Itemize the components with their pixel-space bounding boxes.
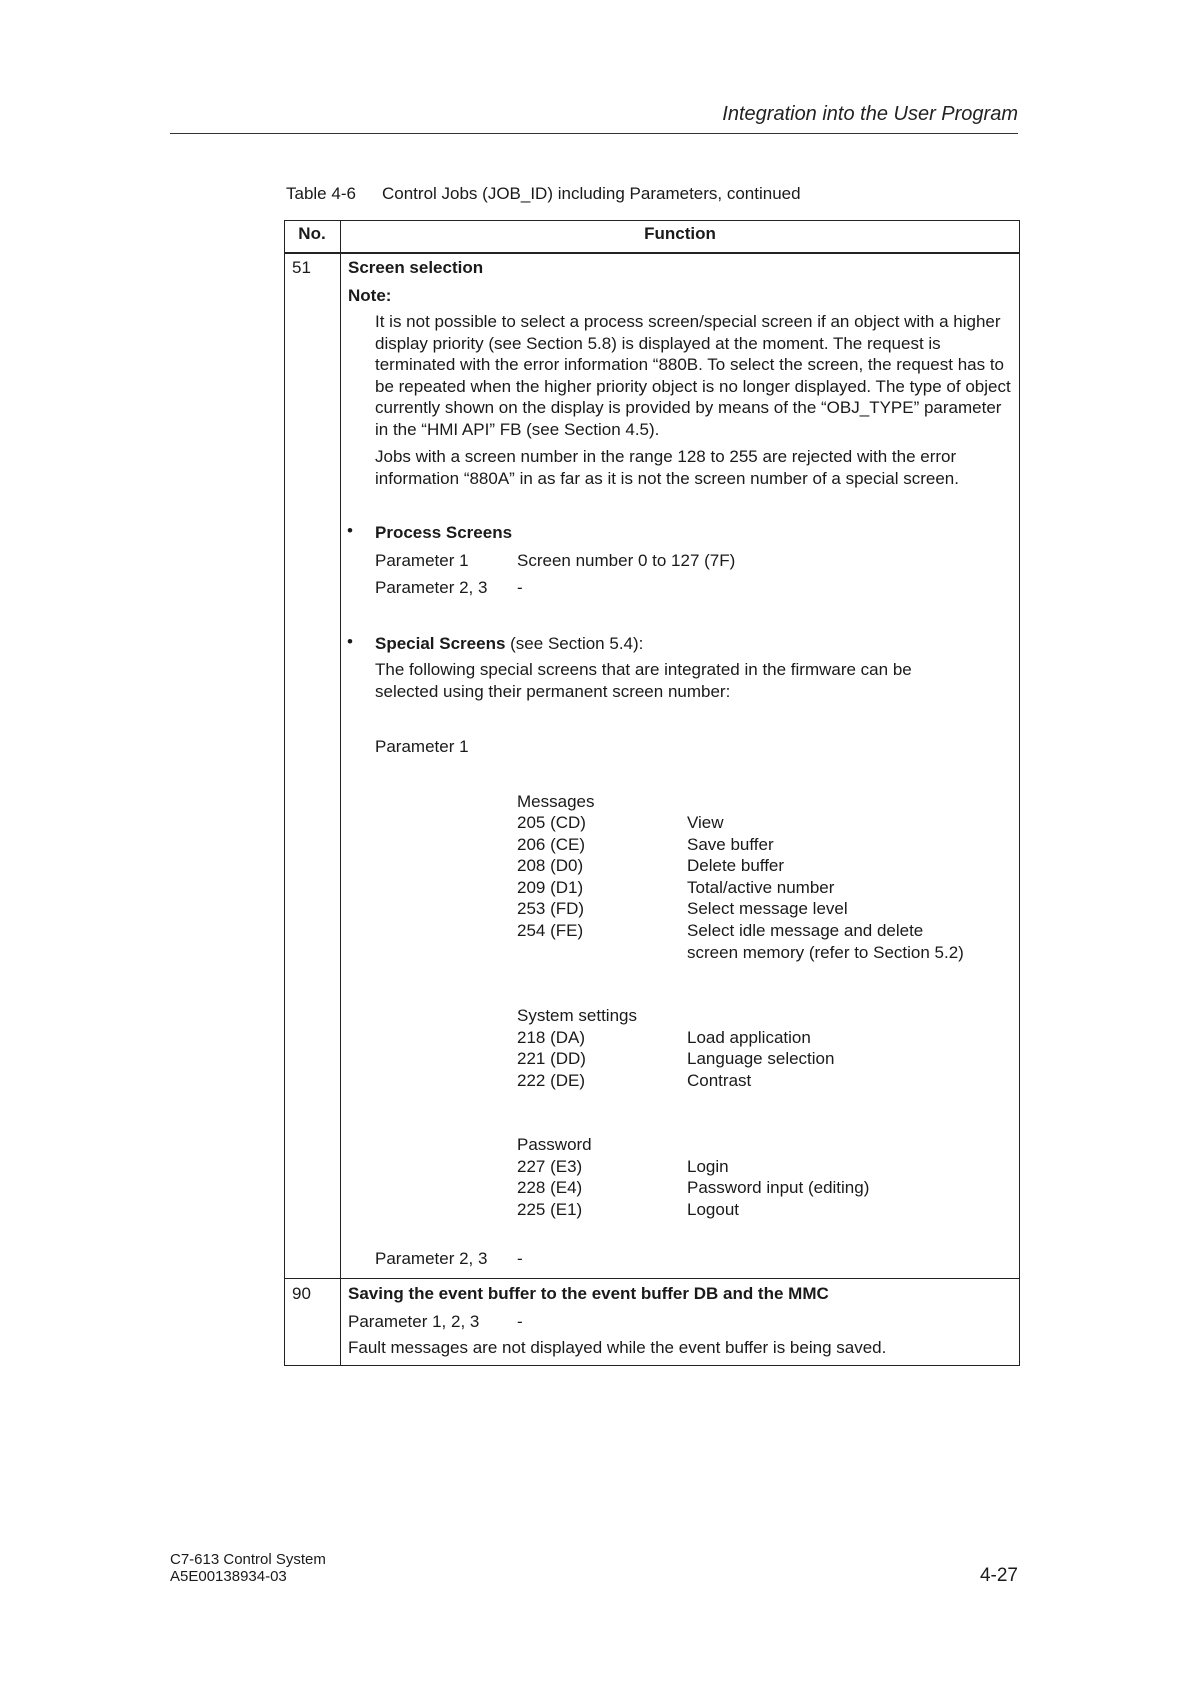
row90-param-value: - bbox=[517, 1312, 523, 1331]
note-paragraph-1: It is not possible to select a process screen/special screen if an object with a higher display priority (see Section 5.8) is displayed at the moment. The request is terminated with the error information “880B. To select the screen, the request has to be repeated when the higher priority object is no longer displayed. The type of object currently shown on the display is provided by means of the “OBJ_TYPE” parameter in the “HMI API” FB (see Section 4.5). bbox=[375, 312, 1011, 439]
screen-code: 218 (DA) bbox=[517, 1028, 586, 1047]
process-param1-value: Screen number 0 to 127 (7F) bbox=[517, 551, 736, 570]
bullet-special-screens: • bbox=[347, 632, 353, 651]
screen-desc: View bbox=[687, 813, 724, 832]
row90-note: Fault messages are not displayed while the event buffer is being saved. bbox=[348, 1338, 887, 1357]
screen-desc: Language selection bbox=[687, 1049, 835, 1068]
screen-desc: Select idle message and delete bbox=[687, 921, 924, 940]
row-number-90: 90 bbox=[292, 1284, 311, 1303]
bullet-process-screens: • bbox=[347, 521, 353, 540]
note-paragraph-2: Jobs with a screen number in the range 128 to 255 are rejected with the error information “880A” in as far as it is not the screen number of a special screen. bbox=[375, 447, 959, 488]
process-param23-value: - bbox=[517, 578, 523, 597]
running-header: Integration into the User Program bbox=[722, 103, 1018, 125]
screen-desc: Password input (editing) bbox=[687, 1178, 870, 1197]
row-title-screen-selection: Screen selection bbox=[348, 258, 484, 277]
group-heading-messages: Messages bbox=[517, 792, 595, 811]
screen-desc: Contrast bbox=[687, 1071, 752, 1090]
screen-code: 222 (DE) bbox=[517, 1071, 586, 1090]
screen-code: 205 (CD) bbox=[517, 813, 586, 832]
special-param23-value: - bbox=[517, 1249, 523, 1268]
screen-code: 208 (D0) bbox=[517, 856, 584, 875]
screen-desc: Logout bbox=[687, 1200, 739, 1219]
row-divider bbox=[284, 1278, 1020, 1279]
group-heading-system-settings: System settings bbox=[517, 1006, 637, 1025]
screen-code: 221 (DD) bbox=[517, 1049, 586, 1068]
row-title-saving-event-buffer: Saving the event buffer to the event buffer DB and the MMC bbox=[348, 1284, 829, 1303]
screen-code: 228 (E4) bbox=[517, 1178, 583, 1197]
screen-desc: Total/active number bbox=[687, 878, 835, 897]
column-header-function: Function bbox=[644, 224, 716, 243]
note-label: Note: bbox=[348, 286, 392, 305]
screen-code: 254 (FE) bbox=[517, 921, 584, 940]
screen-desc: Login bbox=[687, 1157, 729, 1176]
screen-code: 209 (D1) bbox=[517, 878, 584, 897]
footer-product: C7-613 Control System bbox=[170, 1551, 326, 1568]
special-screens-heading bbox=[375, 633, 643, 655]
screen-desc: Select message level bbox=[687, 899, 848, 918]
special-screens-intro: The following special screens that are integrated in the firmware can be selected using their permanent screen number: bbox=[375, 660, 912, 701]
special-param1-label: Parameter 1 bbox=[375, 737, 469, 756]
process-param1-label: Parameter 1 bbox=[375, 551, 469, 570]
screen-code: 253 (FD) bbox=[517, 899, 585, 918]
group-heading-password: Password bbox=[517, 1135, 592, 1154]
row90-param-label: Parameter 1, 2, 3 bbox=[348, 1312, 480, 1331]
screen-desc: Delete buffer bbox=[687, 856, 785, 875]
column-header-no: No. bbox=[298, 224, 326, 243]
screen-desc-continuation: screen memory (refer to Section 5.2) bbox=[687, 943, 964, 962]
row-number-51: 51 bbox=[292, 258, 311, 277]
special-param23-label: Parameter 2, 3 bbox=[375, 1249, 488, 1268]
header-underline bbox=[284, 252, 1020, 254]
column-divider bbox=[340, 220, 341, 1366]
special-screens-title: Special Screens bbox=[375, 634, 506, 653]
process-screens-title: Process Screens bbox=[375, 523, 513, 542]
process-param23-label: Parameter 2, 3 bbox=[375, 578, 488, 597]
screen-desc: Save buffer bbox=[687, 835, 774, 854]
special-screens-ref: (see Section 5.4): bbox=[505, 634, 644, 653]
screen-code: 225 (E1) bbox=[517, 1200, 583, 1219]
page-number: 4-27 bbox=[979, 1565, 1018, 1586]
table-number: Table 4-6 bbox=[286, 184, 356, 203]
footer-order-number: A5E00138934-03 bbox=[170, 1568, 287, 1585]
footer-doc-info bbox=[170, 1551, 326, 1585]
screen-code: 206 (CE) bbox=[517, 835, 586, 854]
header-rule bbox=[170, 133, 1018, 134]
screen-desc: Load application bbox=[687, 1028, 811, 1047]
table-title: Control Jobs (JOB_ID) including Parameters, continued bbox=[382, 184, 801, 203]
table-caption bbox=[286, 184, 801, 204]
screen-code: 227 (E3) bbox=[517, 1157, 583, 1176]
